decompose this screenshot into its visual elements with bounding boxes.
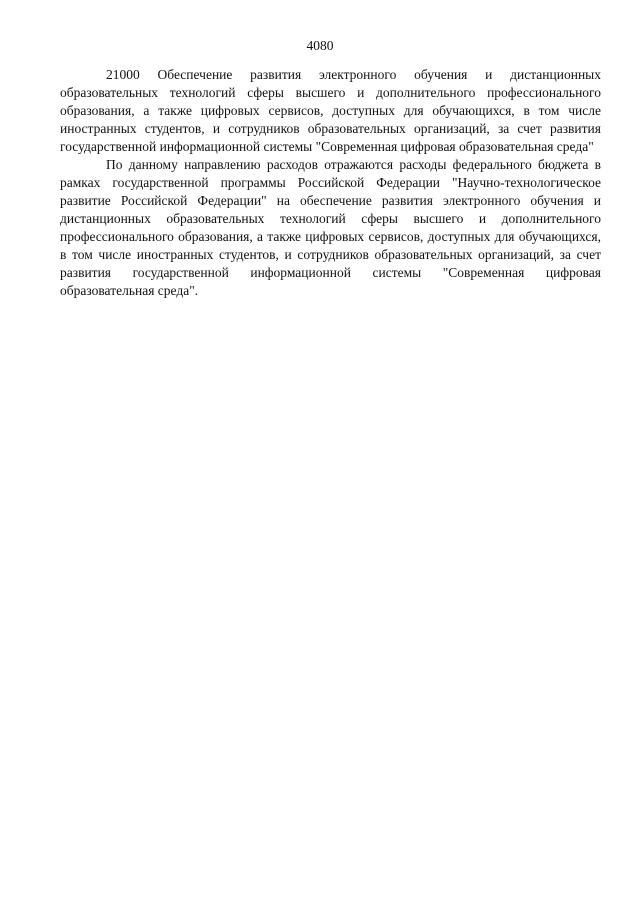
page-number: 4080	[306, 38, 334, 53]
section-description-paragraph: По данному направлению расходов отражаются расходы федерального бюджета в рамках государственной программы Российской Федерации "Научно-технологическое развитие Российской Федерации" на обеспечение развития электронного обучения и дистанционных образовательных технологий сферы высшего и дополнительного профессионального образования, а также цифровых сервисов, доступных для обучающихся, в том числе иностранных студентов, и сотрудников образовательных организаций, за счет развития государственной информационной системы "Современная цифровая образовательная среда".	[60, 157, 601, 298]
section-heading-paragraph: 21000 Обеспечение развития электронного обучения и дистанционных образовательных технологий сферы высшего и дополнительного профессионального образования, а также цифровых сервисов, доступных для обучающихся, в том числе иностранных студентов, и сотрудников образовательных организаций, за счет развития государственной информационной системы "Современная цифровая образовательная среда"	[60, 67, 601, 154]
document-body	[60, 66, 601, 300]
